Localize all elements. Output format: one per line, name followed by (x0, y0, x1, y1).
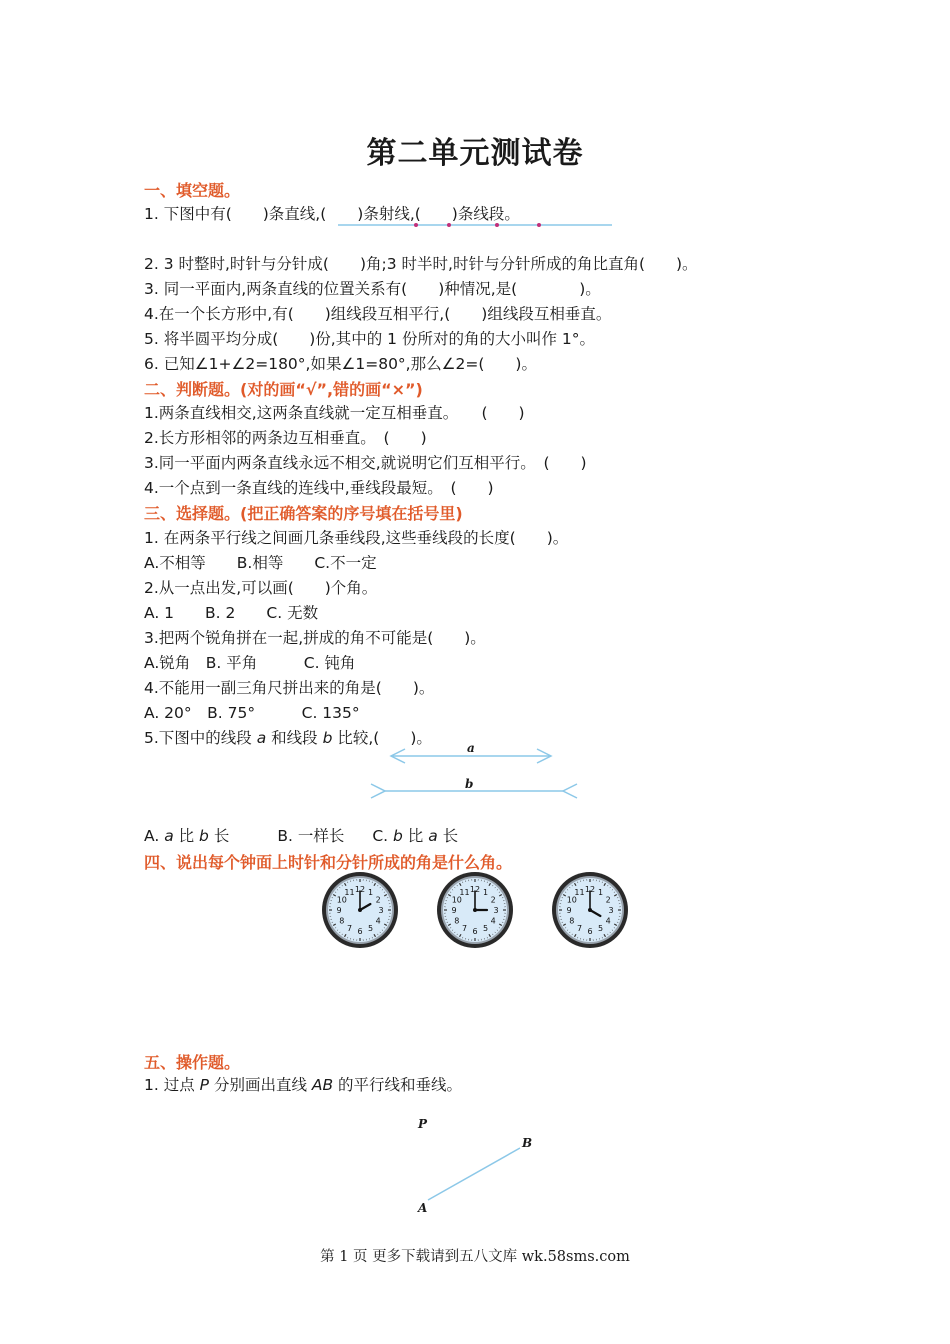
s1-question-2: 2. 3 时整时,时针与分针成( )角;3 时半时,时针与分针所成的角比直角( )。 (144, 255, 698, 273)
var-a: a (164, 827, 174, 845)
s3-question-1: 1. 在两条平行线之间画几条垂线段,这些垂线段的长度( )。 (144, 529, 569, 547)
clock-number: 11 (574, 887, 585, 897)
text: 比 (402, 827, 429, 845)
figure-point (414, 223, 418, 227)
clock-face (319, 869, 401, 951)
var-p: P (199, 1076, 210, 1094)
clock-number: 6 (357, 927, 363, 936)
var-a: a (428, 827, 438, 845)
clock-number: 11 (344, 887, 355, 897)
clock-number: 2 (375, 895, 381, 905)
figure-point (495, 223, 499, 227)
s1-question-1: 1. 下图中有( )条直线,( )条射线,( )条线段。 (144, 205, 520, 223)
s3-question-4-options: A. 20° B. 75° C. 135° (144, 704, 360, 722)
var-b: b (199, 827, 209, 845)
text: 长 (208, 827, 230, 845)
clock-number: 8 (454, 916, 460, 926)
clock-number: 5 (597, 924, 604, 934)
clock-number: 7 (346, 924, 353, 934)
page-title: 第二单元测试卷 (366, 136, 584, 171)
s1-question-6: 6. 已知∠1+∠2=180°,如果∠1=80°,那么∠2=( )。 (144, 355, 537, 373)
line-ab (428, 1148, 520, 1200)
s3-question-3: 3.把两个锐角拼在一起,拼成的角不可能是( )。 (144, 629, 486, 647)
s2-question-3: 3.同一平面内两条直线永远不相交,就说明它们互相平行。 ( ) (144, 454, 587, 472)
clock-number: 10 (336, 895, 347, 905)
clock-number: 1 (482, 887, 489, 897)
text: 长 (437, 827, 459, 845)
line-ab-figure (410, 1110, 540, 1220)
figure-point (537, 223, 541, 227)
text: A. (144, 827, 165, 845)
section-4-heading: 四、说出每个钟面上时针和分针所成的角是什么角。 (144, 853, 513, 872)
section-3-heading: 三、选择题。(把正确答案的序号填在括号里) (144, 504, 463, 523)
clock-pivot (358, 908, 362, 912)
text: 比 (173, 827, 200, 845)
option-b: B. 一样长 (277, 827, 345, 845)
clock-number: 10 (451, 895, 462, 905)
s3-question-3-options: A.锐角 B. 平角 C. 钝角 (144, 654, 356, 672)
clock-number: 6 (587, 927, 593, 936)
clock-number: 5 (482, 924, 489, 934)
clock-pivot (588, 908, 592, 912)
section-2-heading: 二、判断题。(对的画“√”,错的画“×”) (144, 380, 423, 399)
clock-number: 9 (566, 906, 572, 915)
clock-face (549, 869, 631, 951)
clock-face (434, 869, 516, 951)
s1-line-figure (330, 218, 620, 232)
clock-number: 2 (605, 895, 611, 905)
text: 比较,( )。 (332, 729, 432, 747)
clock-number: 11 (459, 887, 470, 897)
clock-number: 9 (451, 906, 457, 915)
clock-number: 4 (375, 916, 381, 926)
s3-question-2-options: A. 1 B. 2 C. 无数 (144, 604, 319, 622)
text: C. (372, 827, 394, 845)
text: 分别画出直线 (209, 1076, 312, 1094)
text: 和线段 (266, 729, 323, 747)
clock-number: 8 (569, 916, 575, 926)
var-b: b (393, 827, 403, 845)
s1-question-4: 4.在一个长方形中,有( )组线段互相平行,( )组线段互相垂直。 (144, 305, 612, 323)
section-5-heading: 五、操作题。 (144, 1053, 241, 1072)
s1-question-3: 3. 同一平面内,两条直线的位置关系有( )种情况,是( )。 (144, 280, 601, 298)
clock-number: 12 (469, 885, 481, 894)
clock-number: 9 (336, 906, 342, 915)
s3-question-4: 4.不能用一副三角尺拼出来的角是( )。 (144, 679, 435, 697)
segment-b (371, 784, 577, 798)
s2-question-2: 2.长方形相邻的两条边互相垂直。 ( ) (144, 429, 427, 447)
clock-pivot (473, 908, 477, 912)
text: 5.下图中的线段 (144, 729, 257, 747)
s2-question-4: 4.一个点到一条直线的连线中,垂线段最短。 ( ) (144, 479, 494, 497)
var-b: b (322, 729, 333, 747)
clock-number: 10 (566, 895, 577, 905)
label-b-point: B (522, 1136, 533, 1150)
var-a: a (256, 729, 267, 747)
label-b: b (465, 777, 474, 791)
clock-number: 3 (608, 906, 614, 915)
clock-number: 1 (367, 887, 374, 897)
clock-number: 12 (584, 885, 596, 894)
clock-number: 7 (576, 924, 583, 934)
s3-question-1-options: A.不相等 B.相等 C.不一定 (144, 554, 377, 572)
clock-number: 6 (472, 927, 478, 936)
clock-number: 7 (461, 924, 468, 934)
clock-number: 4 (605, 916, 611, 926)
clock-number: 5 (367, 924, 374, 934)
label-p: P (418, 1117, 428, 1131)
clock-number: 3 (378, 906, 384, 915)
s1-question-5: 5. 将半圆平均分成( )份,其中的 1 份所对的角的大小叫作 1°。 (144, 330, 595, 348)
section-1-heading: 一、填空题。 (144, 181, 241, 200)
clock-number: 3 (493, 906, 499, 915)
s2-question-1: 1.两条直线相交,这两条直线就一定互相垂直。 ( ) (144, 404, 525, 422)
figure-point (447, 223, 451, 227)
text: 的平行线和垂线。 (333, 1076, 463, 1094)
segments-figure (365, 740, 585, 802)
page-footer: 第 1 页 更多下载请到五八文库 wk.58sms.com (320, 1249, 630, 1265)
s3-question-5-options (144, 824, 458, 846)
clock-number: 8 (339, 916, 345, 926)
clock-number: 4 (490, 916, 496, 926)
label-a-point: A (418, 1201, 428, 1215)
text: 1. 过点 (144, 1076, 200, 1094)
label-a: a (467, 741, 475, 755)
clock-number: 2 (490, 895, 496, 905)
var-ab: AB (311, 1076, 334, 1094)
clock-number: 1 (597, 887, 604, 897)
s3-question-2: 2.从一点出发,可以画( )个角。 (144, 579, 378, 597)
clock-number: 12 (354, 885, 366, 894)
s5-question-1 (144, 1073, 462, 1095)
